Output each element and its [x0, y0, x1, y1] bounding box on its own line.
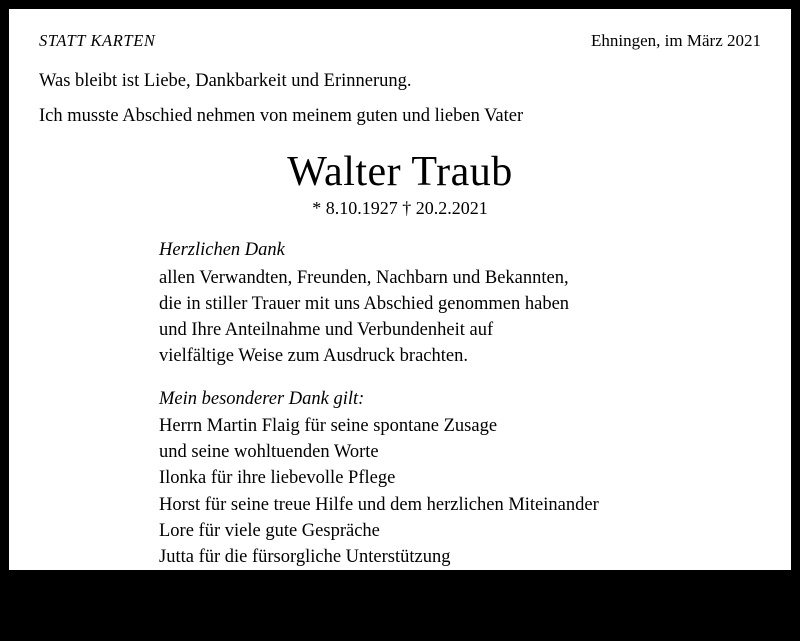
special-thanks-line: Lore für viele gute Gespräche [159, 521, 380, 541]
header [39, 31, 761, 51]
place-date-label: Ehningen, im März 2021 [591, 31, 761, 50]
intro-line-2: Ich musste Abschied nehmen von meinem guten und lieben Vater [39, 105, 524, 126]
thanks-line: allen Verwandten, Freunden, Nachbarn und Bekannten, [159, 267, 569, 288]
deceased-dates: * 8.10.1927 † 20.2.2021 [312, 198, 488, 219]
special-thanks-lines [159, 413, 761, 597]
thanks-line: und Ihre Anteilnahme und Verbundenheit auf [159, 320, 494, 341]
special-thanks-line: Ilonka für ihre liebevolle Pflege [159, 468, 396, 489]
thanks-lines [159, 265, 761, 370]
special-thanks-line: Horst für seine treue Hilfe und dem herzlichen Miteinander [159, 494, 599, 515]
thanks-block [159, 237, 761, 641]
special-thanks-line: dem Bestattungshaus Wilhelm Tafel für die einfühlsame Begleitung [159, 573, 661, 594]
special-thanks-line: Jutta für die fürsorgliche Unterstützung [159, 547, 451, 568]
thanks-line: vielfältige Weise zum Ausdruck brachten. [159, 346, 468, 367]
special-thanks-line: und seine wohltuenden Worte [159, 442, 379, 463]
block-spacer [159, 370, 761, 386]
thanks-line: die in stiller Trauer mit uns Abschied genommen haben [159, 293, 570, 314]
thanks-heading: Herzlichen Dank [159, 240, 285, 261]
intro-text [39, 67, 761, 130]
special-thanks-line: Herrn Martin Flaig für seine spontane Zusage [159, 415, 498, 436]
statt-karten-label: STATT KARTEN [39, 31, 156, 50]
signature: Inge Traub [159, 617, 240, 638]
deceased-name: Walter Traub [287, 149, 513, 196]
special-thanks-heading: Mein besonderer Dank gilt: [159, 388, 365, 409]
obituary-card [9, 9, 791, 638]
intro-line-1: Was bleibt ist Liebe, Dankbarkeit und Erinnerung. [39, 71, 412, 91]
